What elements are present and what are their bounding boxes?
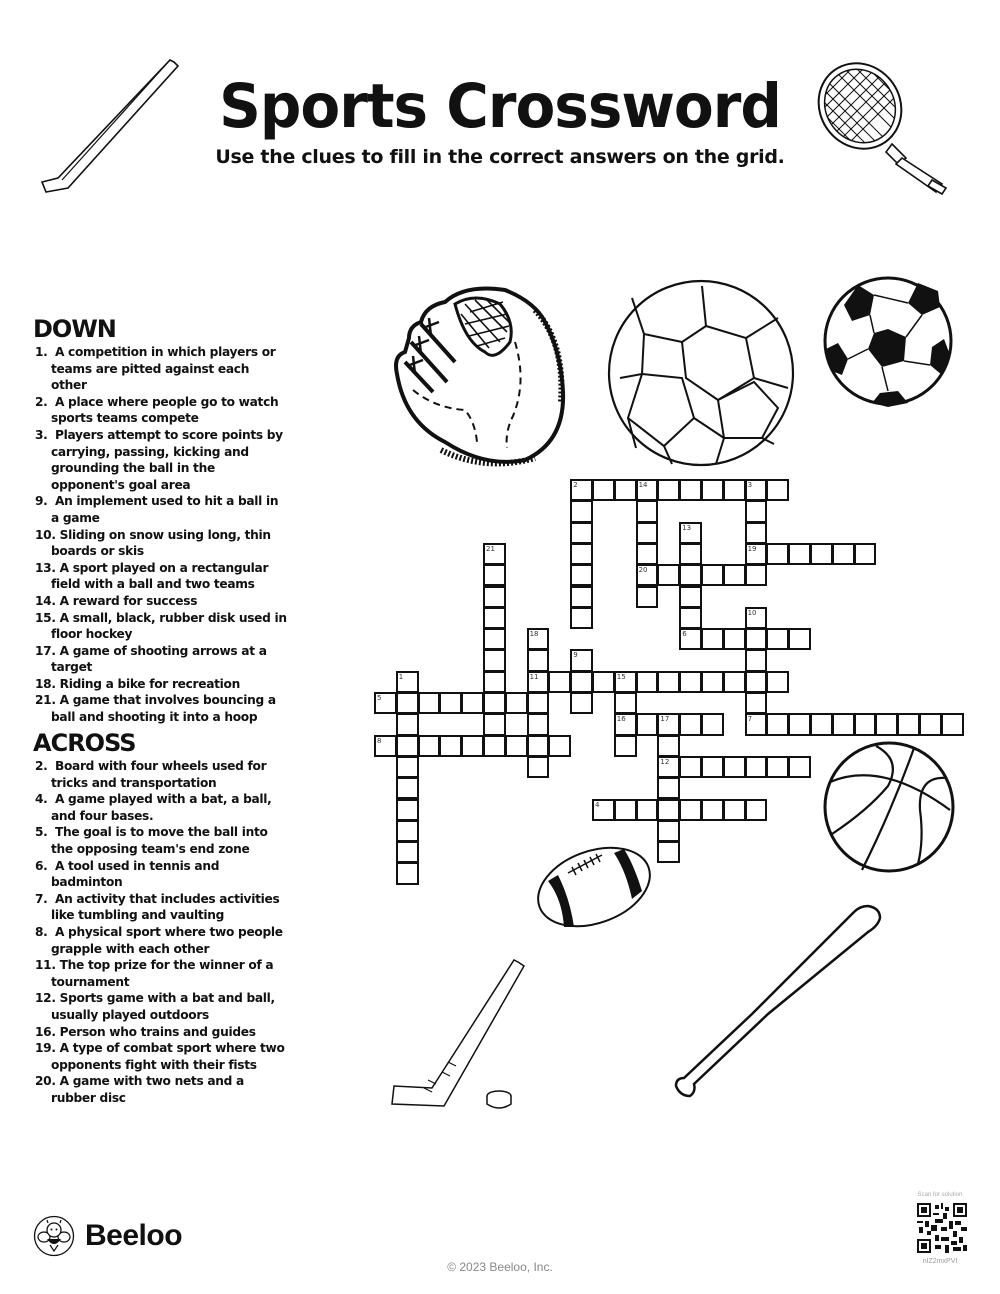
cell-number: 21 — [486, 544, 495, 553]
cell-number: 2 — [573, 481, 578, 489]
crossword-cell-r17-c1[interactable] — [396, 841, 419, 863]
clue-text: An implement used to hit a ball in a game — [51, 494, 279, 525]
crossword-cell-r10-c1[interactable] — [396, 692, 419, 714]
crossword-cell-r7-c15[interactable] — [701, 628, 724, 650]
down-clue-13 — [33, 560, 288, 593]
clue-text: A competition in which players or teams are pitted against each other — [51, 345, 276, 393]
crossword-cell-r0-c15[interactable] — [701, 479, 724, 501]
crossword-cell-r1-c17[interactable] — [745, 500, 768, 522]
clue-text: The goal is to move the ball into the opposing team's end zone — [51, 825, 268, 856]
crossword-cell-r14-c13[interactable] — [657, 777, 680, 799]
cell-number: 14 — [638, 481, 648, 489]
crossword-cell-r14-c1[interactable] — [396, 777, 419, 799]
crossword-cell-r1-c9[interactable] — [570, 500, 593, 522]
cell-number: 7 — [747, 715, 753, 724]
crossword-cell-r12-c1[interactable] — [396, 735, 419, 757]
qr-caption: Scan for solution — [917, 1192, 963, 1198]
crossword-cell-r12-c8[interactable] — [548, 735, 571, 757]
copyright-text: © 2023 Beeloo, Inc. — [447, 1260, 553, 1274]
cell-number: 12 — [660, 757, 670, 766]
clue-number: 8. — [35, 924, 48, 939]
crossword-cell-r6-c9[interactable] — [570, 607, 593, 629]
down-clue-21 — [33, 692, 288, 725]
crossword-cell-r11-c12[interactable] — [636, 713, 659, 735]
soccer-ball-icon — [822, 275, 954, 407]
down-clue-15 — [33, 610, 288, 643]
across-clue-20 — [33, 1073, 288, 1106]
clue-number: 17. — [35, 643, 56, 658]
crossword-cell-r13-c1[interactable] — [396, 756, 419, 778]
crossword-cell-r10-c6[interactable] — [505, 692, 528, 714]
clue-text: A type of combat sport where two opponents fight with their fists — [51, 1041, 285, 1072]
clue-text: A tool used in tennis and badminton — [51, 858, 220, 890]
clue-number: 9. — [35, 494, 48, 509]
crossword-cell-r7-c16[interactable] — [723, 628, 746, 650]
crossword-cell-r11-c15[interactable] — [701, 713, 724, 735]
crossword-cell-r12-c3[interactable] — [439, 735, 462, 757]
crossword-cell-r18-c1[interactable] — [396, 862, 419, 884]
crossword-cell-r13-c13[interactable] — [657, 756, 680, 778]
crossword-cell-r11-c11[interactable] — [614, 713, 637, 735]
crossword-cell-r0-c9[interactable] — [570, 479, 593, 501]
clue-text: Sports game with a bat and ball, usually played outdoors — [51, 991, 275, 1022]
across-clue-6 — [33, 858, 288, 891]
clue-text: Sliding on snow using long, thin boards or skis — [51, 527, 271, 559]
crossword-cell-r11-c21[interactable] — [832, 713, 855, 735]
clue-text: A reward for success — [59, 593, 198, 608]
clue-text: A sport played on a rectangular field with a ball and two teams — [51, 560, 269, 592]
across-clue-16 — [33, 1024, 288, 1041]
crossword-cell-r2-c14[interactable] — [679, 522, 702, 544]
clue-number: 5. — [35, 825, 48, 840]
crossword-cell-r9-c16[interactable] — [723, 671, 746, 693]
cell-number: 8 — [377, 736, 382, 745]
crossword-cell-r10-c11[interactable] — [614, 692, 637, 714]
crossword-cell-r0-c11[interactable] — [614, 479, 637, 501]
crossword-cell-r0-c14[interactable] — [679, 479, 702, 501]
baseball-bat-icon — [668, 902, 890, 1098]
crossword-cell-r12-c2[interactable] — [418, 735, 441, 757]
cell-number: 16 — [616, 715, 626, 724]
crossword-cell-r13-c16[interactable] — [723, 756, 746, 778]
qr-code-id: nIZ2mxPVI — [922, 1258, 958, 1265]
crossword-cell-r15-c11[interactable] — [614, 799, 637, 821]
cell-number: 11 — [529, 672, 539, 681]
crossword-cell-r3-c18[interactable] — [766, 543, 789, 565]
crossword-cell-r11-c22[interactable] — [854, 713, 877, 735]
crossword-cell-r4-c5[interactable] — [483, 564, 506, 586]
across-clue-8 — [33, 924, 288, 957]
crossword-cell-r12-c0[interactable] — [374, 735, 397, 757]
across-heading: ACROSS — [33, 729, 136, 757]
across-clue-4 — [33, 791, 288, 824]
crossword-cell-r3-c17[interactable] — [745, 543, 768, 565]
across-clue-19 — [33, 1040, 288, 1073]
down-clue-17 — [33, 643, 288, 676]
crossword-cell-r15-c16[interactable] — [723, 799, 746, 821]
crossword-cell-r6-c17[interactable] — [745, 607, 768, 629]
crossword-cell-r13-c15[interactable] — [701, 756, 724, 778]
cell-number: 13 — [682, 523, 692, 532]
cell-number: 17 — [660, 715, 670, 724]
cell-number: 3 — [747, 481, 753, 489]
crossword-cell-r7-c19[interactable] — [788, 628, 811, 650]
crossword-cell-r10-c4[interactable] — [461, 692, 484, 714]
crossword-cell-r6-c5[interactable] — [483, 607, 506, 629]
crossword-cell-r3-c5[interactable] — [483, 543, 506, 565]
cell-number: 20 — [638, 566, 648, 575]
clue-number: 13. — [35, 560, 56, 575]
crossword-cell-r0-c13[interactable] — [657, 479, 680, 501]
crossword-cell-r9-c9[interactable] — [570, 671, 593, 693]
clue-number: 2. — [35, 759, 48, 773]
clue-number: 16. — [35, 1024, 56, 1039]
across-clue-7 — [33, 891, 288, 924]
clue-number: 1. — [35, 345, 48, 359]
crossword-cell-r13-c7[interactable] — [527, 756, 550, 778]
clue-text: An activity that includes activities like tumbling and vaulting — [51, 891, 280, 923]
clue-text: Riding a bike for recreation — [59, 676, 241, 691]
crossword-cell-r15-c1[interactable] — [396, 799, 419, 821]
crossword-cell-r11-c17[interactable] — [745, 713, 768, 735]
crossword-cell-r11-c19[interactable] — [788, 713, 811, 735]
crossword-cell-r8-c7[interactable] — [527, 649, 550, 671]
crossword-cell-r9-c13[interactable] — [657, 671, 680, 693]
crossword-cell-r8-c5[interactable] — [483, 649, 506, 671]
clue-number: 6. — [35, 858, 48, 873]
clue-text: A physical sport where two people grapple with each other — [51, 924, 283, 956]
down-clue-9 — [33, 493, 288, 526]
crossword-cell-r12-c6[interactable] — [505, 735, 528, 757]
cell-number: 5 — [377, 694, 382, 702]
crossword-cell-r0-c18[interactable] — [766, 479, 789, 501]
across-clue-2 — [33, 758, 288, 791]
crossword-cell-r2-c17[interactable] — [745, 522, 768, 544]
crossword-cell-r12-c7[interactable] — [527, 735, 550, 757]
crossword-cell-r11-c24[interactable] — [897, 713, 920, 735]
american-football-icon — [534, 843, 654, 931]
crossword-cell-r15-c10[interactable] — [592, 799, 615, 821]
clue-text: Person who trains and guides — [59, 1024, 256, 1039]
soccer-ball-outline-icon — [606, 278, 796, 468]
across-clue-11 — [33, 957, 288, 990]
crossword-cell-r9-c1[interactable] — [396, 671, 419, 693]
crossword-cell-r2-c9[interactable] — [570, 522, 593, 544]
crossword-cell-r9-c7[interactable] — [527, 671, 550, 693]
clue-text: A place where people go to watch sports teams compete — [51, 394, 279, 426]
crossword-cell-r10-c17[interactable] — [745, 692, 768, 714]
crossword-cell-r12-c4[interactable] — [461, 735, 484, 757]
crossword-cell-r17-c13[interactable] — [657, 841, 680, 863]
crossword-cell-r9-c5[interactable] — [483, 671, 506, 693]
crossword-cell-r7-c5[interactable] — [483, 628, 506, 650]
clue-number: 18. — [35, 676, 56, 691]
crossword-cell-r15-c14[interactable] — [679, 799, 702, 821]
clue-number: 19. — [35, 1041, 56, 1056]
cell-number: 9 — [573, 651, 578, 660]
crossword-cell-r10-c3[interactable] — [439, 692, 462, 714]
crossword-cell-r11-c14[interactable] — [679, 713, 702, 735]
crossword-cell-r10-c9[interactable] — [570, 692, 593, 714]
crossword-cell-r13-c17[interactable] — [745, 756, 768, 778]
crossword-cell-r4-c16[interactable] — [723, 564, 746, 586]
page-title: Sports Crossword — [219, 70, 781, 142]
clue-text: Players attempt to score points by carrying, passing, kicking and grounding the ball in the opponent's goal area — [51, 427, 283, 492]
across-clue-5 — [33, 824, 288, 857]
crossword-cell-r11-c7[interactable] — [527, 713, 550, 735]
clue-text: A small, black, rubber disk used in floor hockey — [51, 610, 287, 642]
crossword-cell-r8-c9[interactable] — [570, 649, 593, 671]
crossword-cell-r4-c14[interactable] — [679, 564, 702, 586]
across-clue-12 — [33, 990, 288, 1023]
down-clue-1 — [33, 344, 288, 394]
crossword-cell-r0-c17[interactable] — [745, 479, 768, 501]
clue-text: A game with two nets and a rubber disc — [51, 1074, 244, 1105]
crossword-cell-r11-c26[interactable] — [941, 713, 964, 735]
crossword-cell-r3-c20[interactable] — [810, 543, 833, 565]
crossword-cell-r4-c17[interactable] — [745, 564, 768, 586]
clue-number: 7. — [35, 891, 48, 906]
crossword-cell-r12-c5[interactable] — [483, 735, 506, 757]
clue-text: A game that involves bouncing a ball and shooting it into a hoop — [51, 693, 276, 725]
crossword-cell-r12-c13[interactable] — [657, 735, 680, 757]
crossword-cell-r3-c12[interactable] — [636, 543, 659, 565]
crossword-cell-r8-c17[interactable] — [745, 649, 768, 671]
crossword-cell-r0-c12[interactable] — [636, 479, 659, 501]
crossword-cell-r13-c18[interactable] — [766, 756, 789, 778]
crossword-cell-r7-c17[interactable] — [745, 628, 768, 650]
clue-text: A game of shooting arrows at a target — [51, 643, 267, 675]
crossword-cell-r9-c14[interactable] — [679, 671, 702, 693]
crossword-cell-r13-c19[interactable] — [788, 756, 811, 778]
down-heading: DOWN — [33, 315, 116, 343]
crossword-cell-r15-c17[interactable] — [745, 799, 768, 821]
crossword-cell-r7-c7[interactable] — [527, 628, 550, 650]
cell-number: 10 — [747, 608, 757, 617]
cell-number: 18 — [529, 630, 539, 639]
crossword-cell-r15-c12[interactable] — [636, 799, 659, 821]
down-clue-3 — [33, 427, 288, 493]
crossword-cell-r16-c1[interactable] — [396, 820, 419, 842]
crossword-cell-r3-c19[interactable] — [788, 543, 811, 565]
down-clue-2 — [33, 394, 288, 427]
clue-number: 3. — [35, 427, 48, 442]
baseball-glove-icon — [385, 282, 585, 472]
hockey-stick-icon — [38, 58, 183, 198]
crossword-cell-r9-c15[interactable] — [701, 671, 724, 693]
crossword-cell-r9-c10[interactable] — [592, 671, 615, 693]
crossword-cell-r0-c16[interactable] — [723, 479, 746, 501]
crossword-cell-r4-c9[interactable] — [570, 564, 593, 586]
hockey-stick-and-puck-icon — [388, 958, 528, 1114]
cell-number: 15 — [616, 672, 626, 681]
crossword-cell-r3-c14[interactable] — [679, 543, 702, 565]
brand-name: Beeloo — [85, 1219, 183, 1252]
across-clue-list — [33, 758, 288, 1106]
crossword-cell-r9-c11[interactable] — [614, 671, 637, 693]
clue-number: 20. — [35, 1074, 56, 1089]
crossword-cell-r9-c12[interactable] — [636, 671, 659, 693]
crossword-cell-r4-c13[interactable] — [657, 564, 680, 586]
crossword-cell-r11-c13[interactable] — [657, 713, 680, 735]
crossword-cell-r3-c21[interactable] — [832, 543, 855, 565]
crossword-cell-r0-c10[interactable] — [592, 479, 615, 501]
clue-number: 10. — [35, 527, 56, 542]
crossword-cell-r11-c1[interactable] — [396, 713, 419, 735]
clue-text: The top prize for the winner of a tournament — [51, 958, 274, 989]
clue-number: 4. — [35, 792, 48, 807]
crossword-cell-r1-c12[interactable] — [636, 500, 659, 522]
brand-logo[interactable] — [33, 1215, 182, 1257]
down-clue-14 — [33, 593, 288, 610]
bee-mascot-icon — [33, 1215, 75, 1257]
crossword-cell-r7-c14[interactable] — [679, 628, 702, 650]
clue-number: 12. — [35, 991, 56, 1006]
crossword-cell-r10-c2[interactable] — [418, 692, 441, 714]
crossword-cell-r4-c15[interactable] — [701, 564, 724, 586]
crossword-cell-r5-c14[interactable] — [679, 586, 702, 608]
clue-number: 11. — [35, 958, 56, 973]
crossword-cell-r10-c0[interactable] — [374, 692, 397, 714]
crossword-cell-r9-c8[interactable] — [548, 671, 571, 693]
crossword-cell-r7-c18[interactable] — [766, 628, 789, 650]
down-clue-10 — [33, 527, 288, 560]
crossword-cell-r5-c5[interactable] — [483, 586, 506, 608]
clue-number: 21. — [35, 693, 56, 708]
crossword-cell-r3-c22[interactable] — [854, 543, 877, 565]
crossword-cell-r10-c7[interactable] — [527, 692, 550, 714]
crossword-cell-r11-c23[interactable] — [875, 713, 898, 735]
crossword-cell-r3-c9[interactable] — [570, 543, 593, 565]
clue-number: 2. — [35, 394, 48, 409]
crossword-cell-r11-c18[interactable] — [766, 713, 789, 735]
cell-number: 6 — [682, 630, 687, 639]
down-clue-18 — [33, 676, 288, 693]
crossword-cell-r6-c14[interactable] — [679, 607, 702, 629]
down-clues-section — [33, 316, 288, 726]
crossword-cell-r10-c5[interactable] — [483, 692, 506, 714]
cell-number: 4 — [595, 800, 600, 809]
crossword-cell-r12-c11[interactable] — [614, 735, 637, 757]
crossword-cell-r2-c12[interactable] — [636, 522, 659, 544]
clue-text: A game played with a bat, a ball, and four bases. — [51, 792, 272, 823]
cell-number: 1 — [398, 672, 404, 681]
clue-number: 14. — [35, 593, 56, 608]
crossword-cell-r16-c13[interactable] — [657, 820, 680, 842]
crossword-cell-r15-c13[interactable] — [657, 799, 680, 821]
crossword-cell-r11-c5[interactable] — [483, 713, 506, 735]
crossword-cell-r5-c9[interactable] — [570, 586, 593, 608]
qr-code-icon[interactable] — [917, 1203, 967, 1253]
crossword-cell-r11-c20[interactable] — [810, 713, 833, 735]
crossword-cell-r11-c25[interactable] — [919, 713, 942, 735]
clue-text: Board with four wheels used for tricks and transportation — [51, 759, 267, 790]
crossword-cell-r9-c17[interactable] — [745, 671, 768, 693]
clue-number: 15. — [35, 610, 56, 625]
page-subtitle: Use the clues to fill in the correct answers on the grid. — [215, 146, 785, 168]
cell-number: 19 — [747, 544, 757, 553]
crossword-cell-r9-c18[interactable] — [766, 671, 789, 693]
tennis-racket-icon — [814, 60, 954, 200]
crossword-cell-r15-c15[interactable] — [701, 799, 724, 821]
crossword-cell-r13-c14[interactable] — [679, 756, 702, 778]
basketball-icon — [822, 740, 956, 874]
crossword-cell-r5-c12[interactable] — [636, 586, 659, 608]
crossword-cell-r4-c12[interactable] — [636, 564, 659, 586]
across-clues-section — [33, 730, 288, 1106]
down-clue-list — [33, 344, 288, 726]
